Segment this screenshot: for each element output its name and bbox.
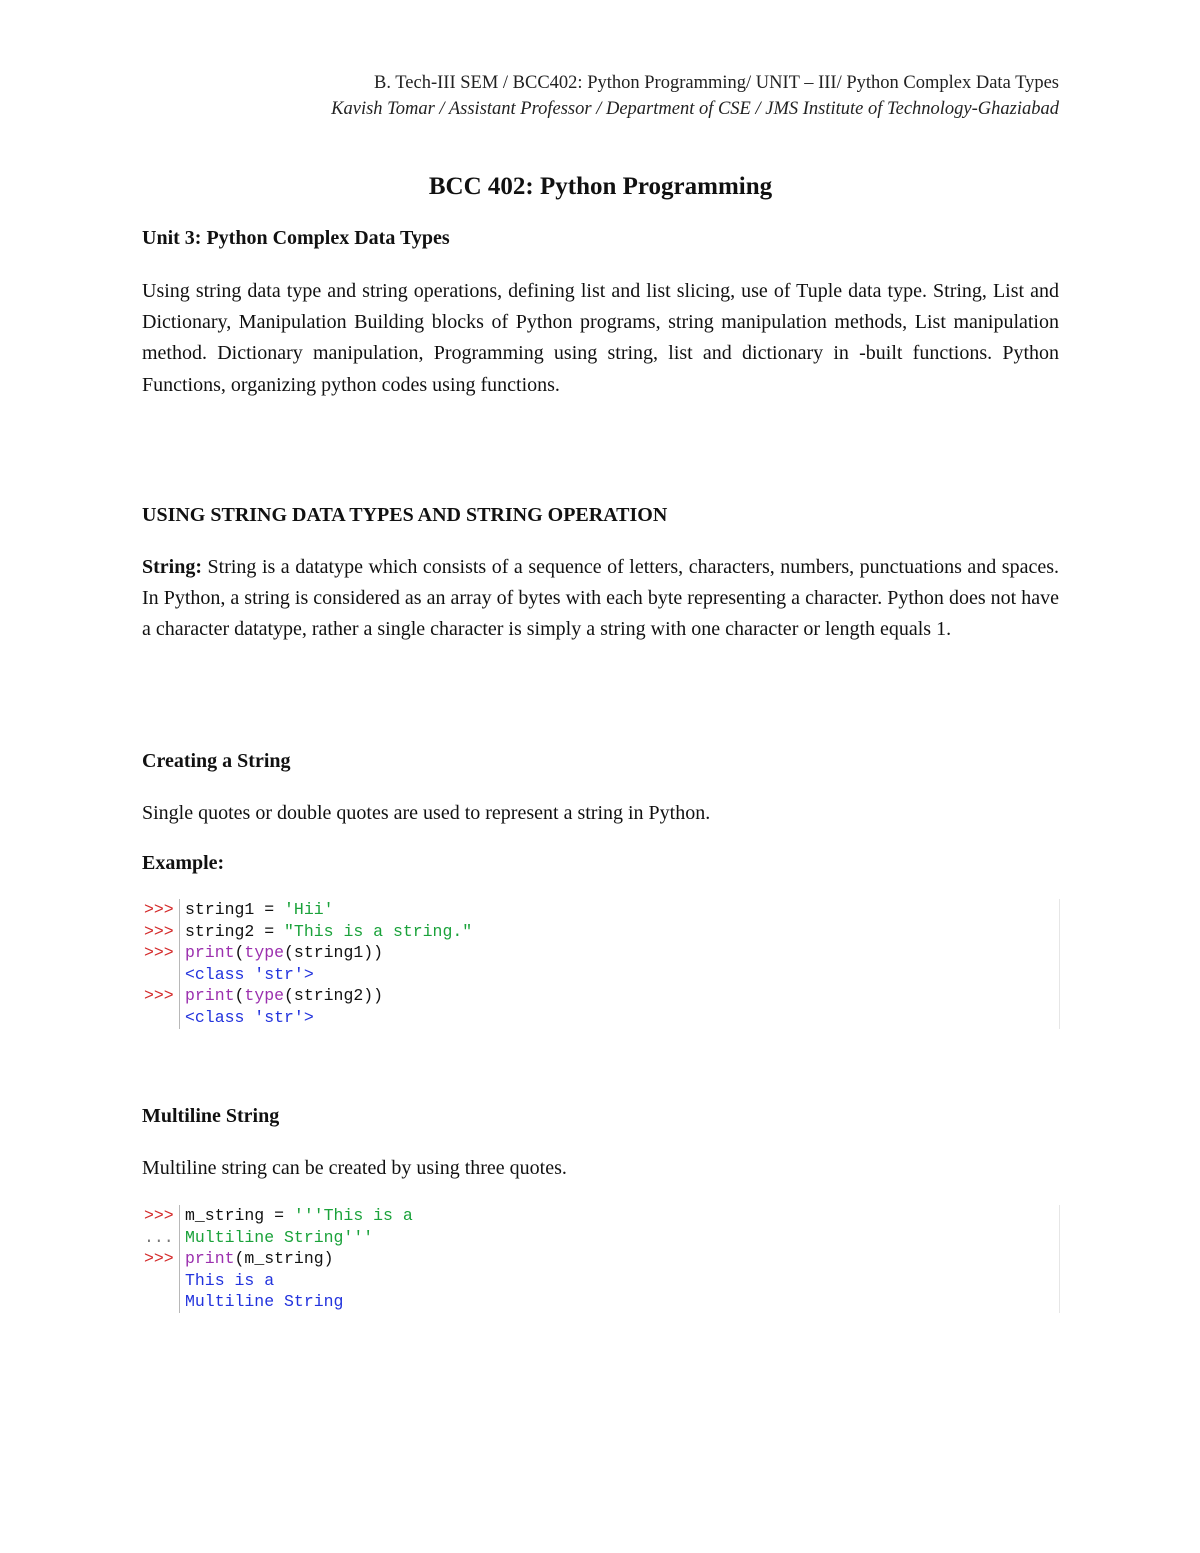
code-token: print (185, 986, 235, 1006)
page-title: BCC 402: Python Programming (428, 173, 773, 200)
code-prompt: >>> (142, 1248, 180, 1270)
code-line (142, 921, 1059, 943)
example-label-wrap (142, 852, 1059, 875)
string-section-heading-wrap (142, 504, 1059, 527)
code-token: print (185, 943, 235, 963)
code-token: Multiline String (185, 1292, 344, 1312)
string-definition-label: String: (142, 556, 202, 578)
code-text (180, 899, 334, 921)
code-prompt (142, 1270, 180, 1292)
header-author-line: Kavish Tomar / Assistant Professor / Department of CSE / JMS Institute of Technology-Ghaziabad (331, 99, 1059, 119)
creating-string-heading: Creating a String (142, 750, 291, 772)
header-course-line: B. Tech-III SEM / BCC402: Python Programming/ UNIT – III/ Python Complex Data Types (374, 73, 1059, 93)
example-label: Example: (142, 852, 225, 874)
code-line (142, 985, 1059, 1007)
code-line (142, 1205, 1059, 1227)
code-line (142, 1007, 1059, 1029)
unit-heading: Unit 3: Python Complex Data Types (142, 227, 450, 249)
code-prompt (142, 964, 180, 986)
code-block-multiline-string (142, 1205, 1060, 1313)
code-line (142, 1291, 1059, 1313)
multiline-string-text: Multiline string can be created by using three quotes. (142, 1157, 567, 1179)
code-text (180, 1227, 373, 1249)
multiline-string-heading: Multiline String (142, 1105, 280, 1127)
code-text (180, 1007, 314, 1029)
code-line (142, 1270, 1059, 1292)
code-text (180, 1205, 413, 1227)
code-token: print (185, 1249, 235, 1269)
code-prompt: >>> (142, 1205, 180, 1227)
code-text (180, 1270, 274, 1292)
code-token: (m_string) (234, 1249, 334, 1269)
code-token: (string2)) (284, 986, 384, 1006)
creating-text-wrap (142, 798, 1059, 829)
code-text (180, 1248, 334, 1270)
running-header (142, 70, 1059, 122)
code-token: string2 = (185, 921, 285, 941)
syllabus-paragraph: Using string data type and string operations, defining list and list slicing, use of Tuple data type. String, List and Dictionary, Manipulation Building blocks of Python programs, string manipulation methods, List manipulation method. Dictionary manipulation, Programming using string, list and dictionary in -built functions. Python Functions, organizing python codes using functions. (142, 280, 1059, 396)
code-line (142, 942, 1059, 964)
code-token: ( (234, 943, 245, 963)
code-prompt: >>> (142, 942, 180, 964)
code-token: 'Hii' (284, 900, 334, 919)
code-line (142, 1248, 1059, 1270)
code-token: type (244, 943, 285, 963)
string-definition-text: String is a datatype which consists of a sequence of letters, characters, numbers, punctuations and spaces. In Python, a string is considered as an array of bytes with each byte representing a character. Python does not have a character datatype, rather a single character is simply a string with one character or length equals 1. (142, 556, 1059, 641)
string-definition-paragraph (142, 552, 1059, 646)
code-prompt: >>> (142, 921, 180, 943)
code-text (180, 985, 383, 1007)
code-block-creating-string (142, 899, 1060, 1029)
code-prompt: >>> (142, 985, 180, 1007)
string-section-heading: USING STRING DATA TYPES AND STRING OPERATION (142, 504, 668, 526)
code-text (180, 1291, 343, 1313)
code-token: <class 'str'> (185, 964, 314, 984)
code-token: <class 'str'> (185, 1007, 314, 1027)
code-token: This is a (185, 1270, 275, 1290)
creating-heading-wrap (142, 750, 1059, 773)
code-line (142, 964, 1059, 986)
code-prompt (142, 1007, 180, 1029)
code-token: type (244, 986, 285, 1006)
syllabus-section (142, 276, 1059, 401)
document-page (142, 70, 1059, 1312)
string-definition (142, 552, 1059, 646)
multiline-text-wrap (142, 1153, 1059, 1184)
code-prompt: ... (142, 1227, 180, 1249)
code-text (180, 964, 314, 986)
multiline-heading-wrap (142, 1105, 1059, 1128)
code-line (142, 1227, 1059, 1249)
code-prompt: >>> (142, 899, 180, 921)
code-token: ( (234, 986, 245, 1006)
code-token: m_string = (185, 1206, 294, 1225)
code-text (180, 942, 383, 964)
code-token: "This is a string." (284, 921, 473, 941)
code-token: (string1)) (284, 943, 384, 963)
code-token: string1 = (185, 900, 285, 919)
unit-section (142, 227, 1059, 250)
code-token: '''This is a (293, 1206, 413, 1225)
code-token: Multiline String''' (185, 1227, 374, 1247)
creating-string-text: Single quotes or double quotes are used to represent a string in Python. (142, 802, 711, 824)
code-text (180, 921, 472, 943)
code-prompt (142, 1291, 180, 1313)
code-line (142, 899, 1059, 921)
